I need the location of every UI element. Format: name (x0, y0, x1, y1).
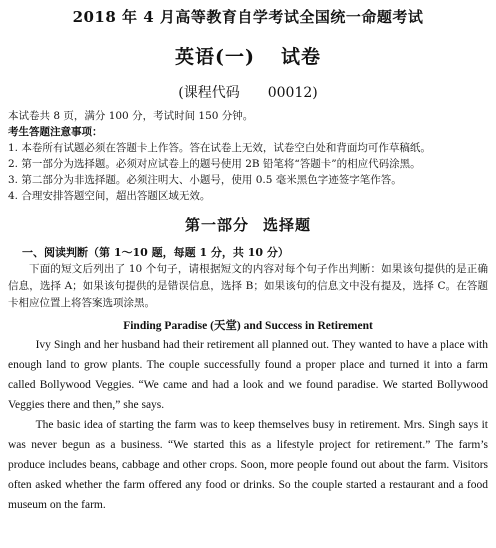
paper-title (8, 44, 488, 70)
note-item: 4. 合理安排答题空间，超出答题区域无效。 (8, 190, 211, 202)
exam-page (0, 6, 496, 548)
passage-title: Finding Paradise (天堂) and Success in Retirement (123, 320, 373, 332)
section-title (8, 214, 488, 236)
note-item: 2. 第一部分为选择题。必须对应试卷上的题号使用 2B 铅笔将“答题卡”的相应代码涂黑。 (8, 158, 421, 170)
exam-info (8, 108, 488, 140)
section-part: 第一部分 (184, 216, 249, 234)
part-instructions: 下面的短文后列出了 10 个句子，请根据短文的内容对每个句子作出判断：如果该句提供的是正确信息，选择 A；如果该句提供的是错误信息，选择 B；如果该句的信息文中没有提及，选择 C。在答题卡相应位置上将答案选项涂黑。 (8, 263, 488, 309)
passage-paragraph: Ivy Singh and her husband had their retirement all planned out. They wanted to have a place with enough land to grow plants. The couple successfully found a proper place and turned it into a farm called Bollywood Veggies. “We came and had a look and we found paradise. We started Bollywood Veggies there and then,” she says. (8, 339, 488, 411)
exam-info-text: 本试卷共 8 页，满分 100 分，考试时间 150 分钟。 (8, 110, 254, 122)
notes-heading: 考生答题注意事项： (8, 126, 103, 138)
course-code-value: 00012) (267, 85, 318, 101)
notes-list (8, 140, 488, 204)
note-item: 3. 第二部分为非选择题。必须注明大、小题号，使用 0.5 毫米黑色字迹签字笔作答。 (8, 174, 402, 186)
section-name: 选择题 (263, 216, 312, 234)
passage-paragraph: The basic idea of starting the farm was to keep themselves busy in retirement. Mrs. Singh says it was never begun as a business. “We started this as a lifestyle project for retirement.” The farm’s produce includes beans, cabbage and other crops. Soon, more people found out about the farm. Visitors often asked whether the farm offered any food or drinks. So the couple started a restaurant and a food museum on the farm. (8, 419, 488, 511)
paper-label: 试卷 (280, 46, 321, 68)
part-heading: 一、阅读判断（第 1～10 题，每题 1 分，共 10 分） (22, 246, 289, 259)
course-code-label: (课程代码 (178, 85, 240, 101)
course-code (8, 82, 488, 104)
exam-header: 2018 年 4 月高等教育自学考试全国统一命题考试 (72, 8, 424, 26)
subject-name: 英语(一) (175, 46, 255, 68)
note-item: 1. 本卷所有试题必须在答题卡上作答。答在试卷上无效，试卷空白处和背面均可作草稿纸。 (8, 142, 431, 154)
